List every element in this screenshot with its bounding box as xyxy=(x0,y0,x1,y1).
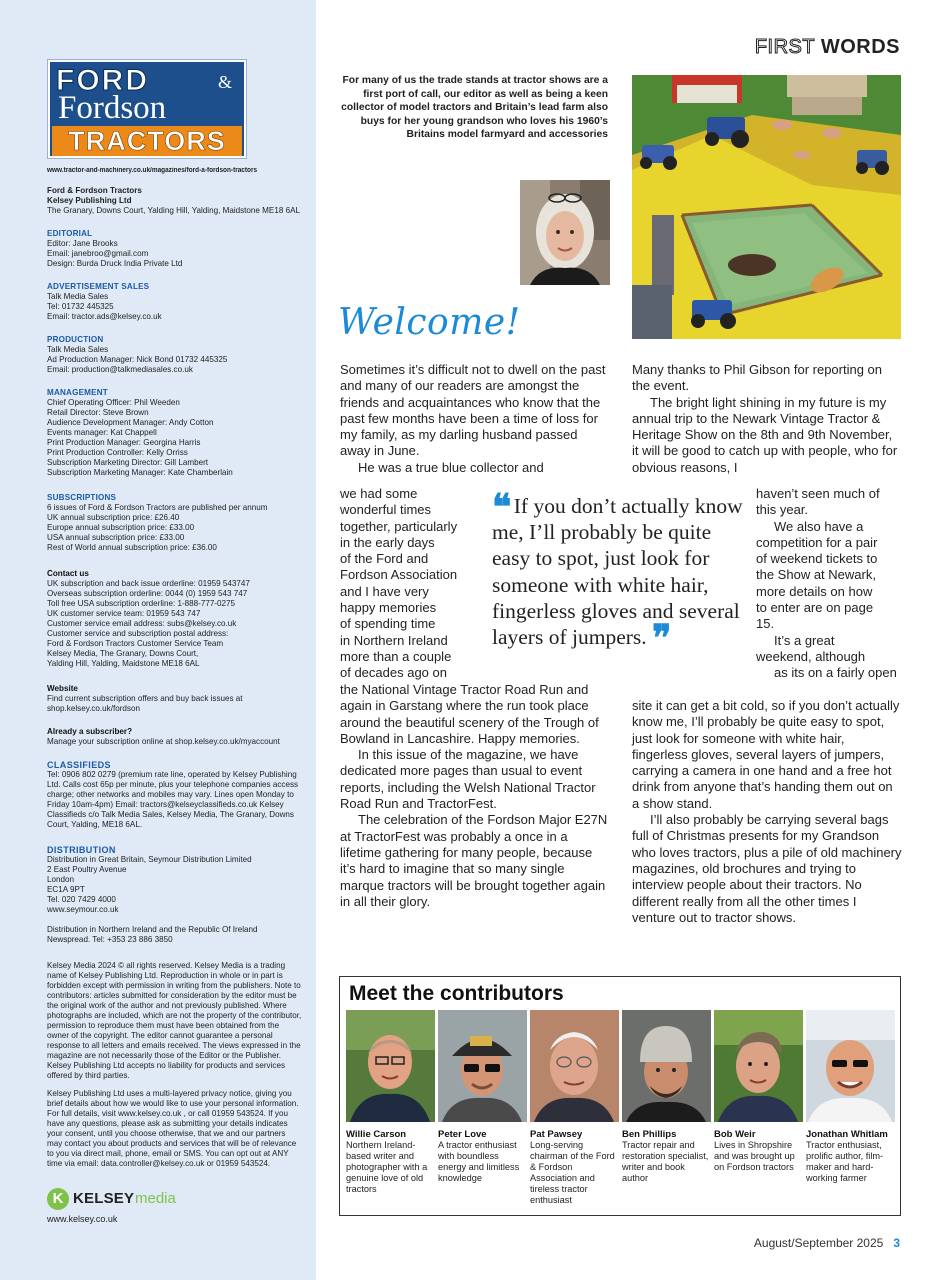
contributor-card: Peter Love A tractor enthusiast with boundless energy and limitless knowledge xyxy=(438,1010,528,1184)
distribution-block: DISTRIBUTION Distribution in Great Britain, Seymour Distribution Limited 2 East Poultry Avenue London EC1A 9PT Tel. 020 7429 4000 www.seymour.co.uk Distribution in Northern Ireland and the Republic Of Ireland Newspread. Tel: +353 23 886 3850 xyxy=(47,845,258,944)
welcome-heading: Welcome! xyxy=(338,302,521,343)
subscriber-block: Already a subscriber? Manage your subscription online at shop.kelsey.co.uk/myaccount xyxy=(47,727,280,746)
website-block: Website Find current subscription offers and buy back issues at shop.kelsey.co.uk/fordson xyxy=(47,684,243,713)
contact-block: Contact us UK subscription and back issue orderline: 01959 543747 Overseas subscription orderline: 0044 (0) 1959 543 747 Toll free USA subscription orderline: 1-888-777-0275 UK customer service team: 01959 543 747 Customer service email address: subs@kelsey.co.uk Customer service and subscription postal address: Ford & Fordson Tractors Customer Service Team Kelsey Media, The Granary, Downs Court, Yalding Hill, Yalding, Maidstone ME18 6AL xyxy=(47,569,250,668)
subscriptions-block: SUBSCRIPTIONS 6 issues of Ford & Fordson Tractors are published per annum UK annual subscription price: £26.40 Europe annual subscription price: £33.00 USA annual subscription price: £33.00 Rest of World annual subscription price: £36.00 xyxy=(47,493,268,552)
pull-quote xyxy=(492,487,744,659)
article-paragraph: site it can get a bit cold, so if you don’t actually know me, I’ll probably be quite easy to spot, just look for someone with white hair, fingerless gloves, several layers of jumpers, carrying a camera in one hand and a free hot drink from anyone that’s handing them out on a show stand. xyxy=(632,698,900,811)
advertisement-block: ADVERTISEMENT SALES Talk Media Sales Tel: 01732 445325 Email: tractor.ads@kelsey.co.uk xyxy=(47,282,162,321)
article-paragraph: The celebration of the Fordson Major E27N at TractorFest was probably a once in a lifetime gathering for many people, because it’s hard to imagine that so many single marque tractors will be brought together again in all their glory. xyxy=(340,812,608,909)
open-quote-icon: ❝ xyxy=(492,487,509,527)
masthead-sidebar: FORD & Fordson TRACTORS www.tractor-and-machinery.co.uk/magazines/ford-a-fordson-tractors Ford & Fordson Tractors Kelsey Publishing Ltd The Granary, Downs Court, Yalding Hill, Yalding, Maidstone ME18 6AL EDITORIAL Editor: Jane Brooks Email: janebroo@gmail.com Design: Burda Druck India Private Ltd ADVERTISEMENT SALES Talk Media Sales Tel: 01732 445325 Email: tractor.ads@kelsey.co.uk PRODUCTION Talk Media Sales Ad Production Manager: Nick Bond 01732 445325 Email: production@talkmediasales.co.uk MANAGEMENT Chief Operating Officer: Phil Weeden Retail Director: Steve Brown Audience Development Manager: Andy Cotton Events manager: Kat Chappell Print Production Manager: Georgina Harris Print Production Controller: Kelly Orriss Subscription Marketing Director: Gill Lambert Subscription Marketing Manager: Kate Chamberlain SUBSCRIPTIONS 6 issues of Ford & Fordson Tractors are published per annum UK annual subscription price: £26.40 Europe annual subscription price: £33.00 USA annual subscription price: £33.00 Rest of World annual subscription price: £36.00 Contact us UK subscription and back issue orderline: 01959 543747 Overseas subscription orderline: 0044 (0) 1959 543 747 Toll free USA subscription orderline: 1-888-777-0275 UK customer service team: 01959 543 747 Customer service email address: subs@kelsey.co.uk Customer service and subscription postal address: Ford & Fordson Tractors Customer Service Team Kelsey Media, The Granary, Downs Court, Yalding Hill, Yalding, Maidstone ME18 6AL Website Find current subscription offers and buy back issues at shop.kelsey.co.uk/fordson Already a subscriber? Manage your subscription online at shop.kelsey.co.uk/myaccount CLASSIFIEDS Tel: 0906 802 0279 (premium rate line, operated by Kelsey Publishing Ltd. Calls cost 65p per minute, plus your telephone companies access charge; other networks and mobiles may vary. Lines open Monday to Friday 10am-4pm) Email: tractors@kelseyclassifieds.co.uk Kelsey Classifieds c/o Talk Media Sales, Kelsey Media, The Granary, Downs Court, Yalding, ME18 6AL. DISTRIBUTION Distribution in Great Britain, Seymour Distribution Limited 2 East Poultry Avenue London EC1A 9PT Tel. 020 7429 4000 www.seymour.co.uk Distribution in Northern Ireland and the Republic Of Ireland Newspread. Tel: +353 23 886 3850 Kelsey Media 2024 © all rights reserved. Kelsey Media is a trading name of Kelsey Publishing Ltd. Reproduction in whole or in part is forbidden except with permission in writing from the publishers. Note to contributors: articles submitted for consideration by the editor must be the original work of the author and not previously published. Where photographs are included, which are not the property of the contributor, permission to reproduce them must have been obtained from the owner of the copyright. The editor cannot guarantee a personal response to all letters and emails received. The views expressed in the magazine are not necessarily those of the Editor or the Publisher. Kelsey Publishing Ltd accepts no liability for products and services offered by third parties. Kelsey Publishing Ltd uses a multi-layered privacy notice, giving you brief details about how we would like to use your personal information. For full details, visit www.kelsey.co.uk , or call 01959 543524. If you have any questions, please ask as submitting your details indicates your consent, until you choose otherwise, that we and our partners may contact you about products and services that will be of relevance to you via direct mail, phone, email or SMS. You can opt out at ANY time via email: data.controller@kelsey.co.uk or 01959 543524. K KELSEY media www.kelsey.co.uk xyxy=(0,0,316,1280)
publisher-block: Ford & Fordson Tractors Kelsey Publishing Ltd The Granary, Downs Court, Yalding Hill, Yalding, Maidstone ME18 6AL xyxy=(47,186,300,215)
photo-caption: For many of us the trade stands at tractor shows are a first port of call, our editor as well as being a keen collector of model tractors and Britain’s lead farm also buys for her young grandson who loves his 1960’s Britains model farmyard and accessories xyxy=(341,75,608,140)
article-paragraph: He was a true blue collector and xyxy=(358,459,544,475)
article-paragraph: Many thanks to Phil Gibson for reporting on the event. xyxy=(632,362,883,394)
article-col2-top xyxy=(632,362,902,476)
kelsey-website-link[interactable]: www.kelsey.co.uk xyxy=(47,1214,118,1224)
issue-date: August/September 2025 xyxy=(753,1236,884,1250)
contributor-photo xyxy=(346,1010,435,1122)
article-paragraph: The bright light shining in my future is my annual trip to the Newark Vintage Tractor & Heritage Show on the 8th and 9th November, it will be good to catch up with people, who for obvious reasons, I xyxy=(632,394,898,475)
article-col1-bottom xyxy=(340,682,610,910)
contributor-photo xyxy=(530,1010,619,1122)
article-col1-narrow: we had some wonderful times together, particularly in the early days of the Ford and Fordson Association and I have very happy memories of spending time in Northern Ireland more than a couple of decades ago on xyxy=(340,486,458,681)
editor-portrait-photo xyxy=(520,180,610,285)
page-footer xyxy=(754,1236,900,1250)
classifieds-block: CLASSIFIEDS Tel: 0906 802 0279 (premium rate line, operated by Kelsey Publishing Ltd. Calls cost 65p per minute, plus your telephone companies access charge; other networks and mobiles may vary. Lines open Monday to Friday 10am-4pm) Email: tractors@kelseyclassifieds.co.uk Kelsey Classifieds c/o Talk Media Sales, Kelsey Media, The Granary, Downs Court, Yalding, ME18 6AL. xyxy=(47,760,299,829)
contributor-photo xyxy=(714,1010,803,1122)
close-quote-icon: ❞ xyxy=(652,618,669,659)
kelsey-k-icon: K xyxy=(47,1188,69,1210)
contributor-photo xyxy=(622,1010,711,1122)
magazine-website-link[interactable]: www.tractor-and-machinery.co.uk/magazines/ford-a-fordson-tractors xyxy=(47,167,258,174)
contributor-card: Bob Weir Lives in Shropshire and was brought up on Fordson tractors xyxy=(714,1010,804,1173)
pull-quote-text: If you don’t actually know me, I’ll probably be quite easy to spot, just look for someone with white hair, fingerless gloves and several layers of jumpers. xyxy=(492,494,743,650)
production-block: PRODUCTION Talk Media Sales Ad Production Manager: Nick Bond 01732 445325 Email: production@talkmediasales.co.uk xyxy=(47,335,228,374)
contributor-photo xyxy=(806,1010,895,1122)
article-paragraph: I’ll also probably be carrying several bags full of Christmas presents for my Grandson who loves tractors, plus a pile of old machinery magazines, old brochures and trying to interview people about their tractors. No different really from all the other times I venture out to tractor shows. xyxy=(632,812,902,925)
contributors-panel xyxy=(339,976,901,1216)
page-number: 3 xyxy=(893,1236,900,1250)
article-paragraph: In this issue of the magazine, we have dedicated more pages than usual to event reports, including the Welsh National Tractor Road Run and TractorFest. xyxy=(340,747,596,812)
contributor-card: Willie Carson Northern Ireland-based writer and photographer with a genuine love of old tractors xyxy=(346,1010,436,1195)
contributor-card: Ben Phillips Tractor repair and restoration specialist, writer and book author xyxy=(622,1010,712,1184)
copyright-notice: Kelsey Media 2024 © all rights reserved. Kelsey Media is a trading name of Kelsey Publishing Ltd. Reproduction in whole or in part is forbidden except with permission in writing from the publishers. Note to contributors: articles submitted for consideration by the editor must be the original work of the author and not previously published. Where photographs are included, which are not the property of the contributor, permission to reproduce them must have been obtained from the owner of the copyright. The editor cannot guarantee a personal response to all letters and emails received. The views expressed in the magazine are not necessarily those of the Editor or the Publisher. Kelsey Publishing Ltd accepts no liability for products and services offered by third parties. xyxy=(47,961,302,1080)
article-paragraph: Sometimes it’s difficult not to dwell on the past and many of our readers are amongst the friends and acquaintances who know that the past few months have been a time of loss for my family, as my darling husband passed away in June. xyxy=(340,362,606,459)
article-paragraph: the National Vintage Tractor Road Run and again in Garstang where the run took place around the beautiful scenery of the Trough of Bowland in Lancashire. Happy memories. xyxy=(340,682,599,746)
editorial-block: EDITORIAL Editor: Jane Brooks Email: janebroo@gmail.com Design: Burda Druck India Private Ltd xyxy=(47,229,183,268)
contributors-title: Meet the contributors xyxy=(349,982,564,1005)
contributor-card: Pat Pawsey Long-serving chairman of the Ford & Fordson Association and tireless tractor enthusiast xyxy=(530,1010,620,1206)
editor-portrait-illustration xyxy=(520,180,610,285)
article-col1-top xyxy=(340,362,610,476)
toy-farmyard-photo xyxy=(632,75,901,339)
contributor-photo xyxy=(438,1010,527,1122)
management-block: MANAGEMENT Chief Operating Officer: Phil Weeden Retail Director: Steve Brown Audience Development Manager: Andy Cotton Events manager: Kat Chappell Print Production Manager: Georgina Harris Print Production Controller: Kelly Orriss Subscription Marketing Director: Gill Lambert Subscription Marketing Manager: Kate Chamberlain xyxy=(47,388,233,477)
contributor-card: Jonathan Whitlam Tractor enthusiast, prolific author, film-maker and hard-working farmer xyxy=(806,1010,896,1184)
ford-fordson-tractors-logo: FORD & Fordson TRACTORS xyxy=(48,60,246,158)
article-col2-bottom xyxy=(632,698,902,926)
toy-farmyard-illustration xyxy=(632,75,901,339)
article-col2-narrow: haven’t seen much of this year. We also have a competition for a pair of weekend tickets to the Show at Newark, more details on how to enter are on page 15. It’s a great weekend, although as its on a fairly open xyxy=(756,486,897,681)
section-label: FIRST WORDS xyxy=(754,36,900,58)
privacy-notice: Kelsey Publishing Ltd uses a multi-layered privacy notice, giving you brief details about how we would like to use your personal information. For full details, visit www.kelsey.co.uk , or call 01959 543524. If you have any questions, please ask as submitting your details indicates your consent, until you choose otherwise, that we and our partners may contact you about products and services that will be of relevance to you via direct mail, phone, email or SMS. You can opt out at ANY time via email: data.controller@kelsey.co.uk or 01959 543524. xyxy=(47,1089,299,1168)
